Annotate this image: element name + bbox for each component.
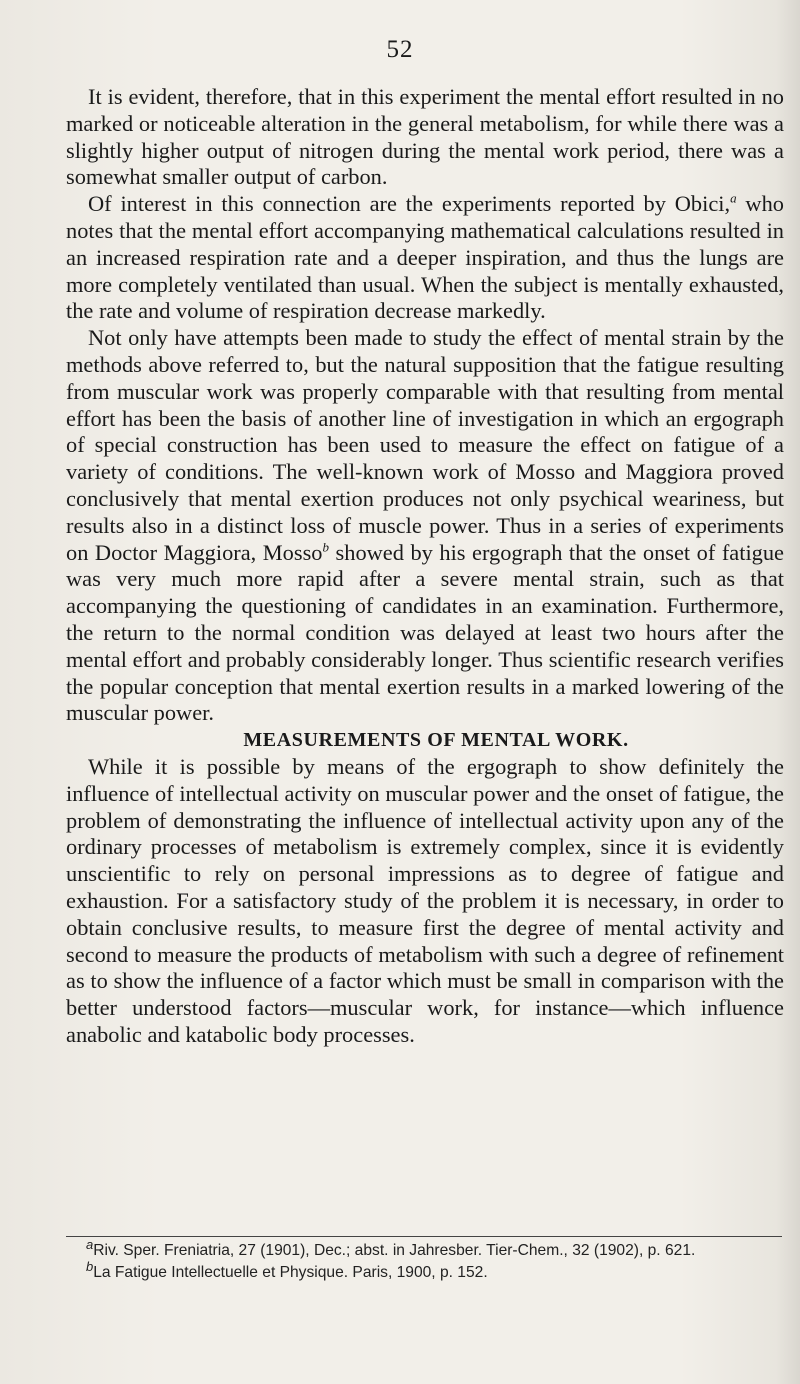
footnote-mark-b: b [86, 1258, 94, 1274]
page-number: 52 [386, 36, 414, 63]
footnote-a [66, 1236, 782, 1262]
paragraph-measurements: While it is possible by means of the ergograph to show definitely the influence of intellectual activity on muscular power and the onset of fatigue, the problem of demonstrating the influence of intellectual activity upon any of the ordinary processes of metabolism is extremely complex, since it is evidently unscientific to rely on personal impressions as to degree of fatigue and exhaustion. For a satisfactory study of the problem it is necessary, in order to obtain conclusive results, to measure first the degree of mental activity and second to measure the products of metabolism with such a degree of refinement as to show the influence of a factor which must be small in comparison with the better understood factors—muscular work, for instance—which influence anabolic and katabolic body processes. [66, 753, 784, 1047]
body-text [66, 84, 784, 1049]
footnote-b-text: La Fatigue Intellectuelle et Physique. Paris, 1900, p. 152. [93, 1264, 488, 1281]
footnotes [66, 1236, 782, 1284]
footnote-divider [66, 1236, 782, 1237]
footnote-mark-a: a [86, 1236, 94, 1252]
footnote-ref-b: b [322, 539, 330, 555]
paragraph-metabolism-result: It is evident, therefore, that in this experiment the mental effort resulted in no marked or noticeable alteration in the general metabolism, for while there was a slightly higher output of nitrogen during the mental work period, there was a somewhat smaller output of carbon. [66, 84, 784, 190]
footnote-ref-a: a [730, 190, 737, 206]
footnote-b [66, 1258, 782, 1284]
paragraph-mosso-maggiora: Not only have attempts been made to study the effect of mental strain by the methods above referred to, but the natural supposition that the fatigue resulting from muscular work was properly comparable with that resulting from mental effort has been the basis of another line of investigation in which an ergograph of special construction has been used to measure the effect on fatigue of a variety of conditions. The well-known work of Mosso and Maggiora proved conclusively that mental exertion produces not only psychical weariness, but results also in a distinct loss of muscle power. Thus in a series of experiments on Doctor Maggiora, Mosso$^b$ showed by his ergograph that the onset of fatigue was very much more rapid after a severe mental strain, such as that accompanying the questioning of candidates in an examination. Furthermore, the return to the normal condition was delayed at least two hours after the mental effort and probably considerably longer. Thus scientific research verifies the popular conception that mental exertion results in a marked lowering of the muscular power. [66, 325, 784, 726]
paragraph-obici: Of interest in this connection are the experiments reported by Obici,$^a$ who notes that the mental effort accompanying mathematical calculations resulted in an increased respiration rate and a deeper inspiration, and thus the lungs are more completely ventilated than usual. When the subject is mentally exhausted, the rate and volume of respiration decrease markedly. [66, 190, 784, 324]
footnote-a-text: Riv. Sper. Freniatria, 27 (1901), Dec.; abst. in Jahresber. Tier-Chem., 32 (1902), p. 621. [93, 1242, 696, 1259]
section-heading: MEASUREMENTS OF MENTAL WORK. [243, 729, 629, 752]
